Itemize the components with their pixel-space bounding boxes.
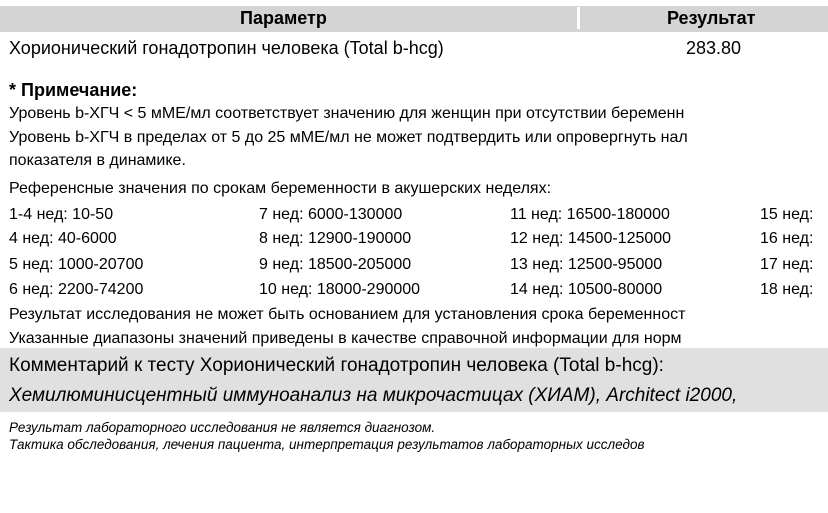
note-line-1: Уровень b-ХГЧ < 5 мМЕ/мл соответствует значению для женщин при отсутствии беременн: [9, 105, 685, 122]
note-line-2: Уровень b-ХГЧ в пределах от 5 до 25 мМЕ/мл не может подтвердить или опровергнуть нал: [9, 129, 688, 146]
header-result: Результат: [667, 8, 756, 28]
reference-title: Референсные значения по срокам беременности в акушерских неделях:: [9, 180, 552, 197]
ref-cell: 10 нед: 18000-290000: [259, 281, 421, 298]
ref-cell: 15 нед:: [760, 206, 814, 223]
ref-cell: 1-4 нед: 10-50: [9, 206, 114, 223]
note-line-5: Указанные диапазоны значений приведены в качестве справочной информации для норм: [9, 330, 682, 347]
ref-cell: 4 нед: 40-6000: [9, 230, 117, 247]
ref-cell: 16 нед:: [760, 230, 814, 247]
row-parameter: Хорионический гонадотропин человека (Total b-hcg): [9, 38, 444, 58]
ref-cell: 5 нед: 1000-20700: [9, 256, 144, 273]
ref-cell: 14 нед: 10500-80000: [510, 281, 663, 298]
footer-line-1: Результат лабораторного исследования не является диагнозом.: [9, 420, 436, 435]
comment-method: Хемилюминисцентный иммуноанализ на микрочастицах (ХИАМ), Architect i2000,: [9, 385, 738, 406]
ref-cell: 9 нед: 18500-205000: [259, 256, 412, 273]
ref-cell: 12 нед: 14500-125000: [510, 230, 672, 247]
footer-line-2: Тактика обследования, лечения пациента, интерпретация результатов лабораторных исследов: [9, 437, 645, 452]
header-separator: [577, 7, 580, 29]
ref-cell: 6 нед: 2200-74200: [9, 281, 144, 298]
comment-title: Комментарий к тесту Хорионический гонадотропин человека (Total b-hcg):: [9, 355, 664, 376]
ref-cell: 11 нед: 16500-180000: [510, 206, 670, 223]
ref-cell: 18 нед:: [760, 281, 814, 298]
note-title: * Примечание:: [9, 80, 138, 100]
note-line-3: показателя в динамике.: [9, 152, 186, 169]
ref-cell: 13 нед: 12500-95000: [510, 256, 663, 273]
header-parameter: Параметр: [240, 8, 327, 28]
row-result: 283.80: [686, 38, 742, 58]
ref-cell: 7 нед: 6000-130000: [259, 206, 403, 223]
ref-cell: 8 нед: 12900-190000: [259, 230, 412, 247]
note-line-4: Результат исследования не может быть основанием для установления срока беременност: [9, 306, 686, 323]
ref-cell: 17 нед:: [760, 256, 814, 273]
